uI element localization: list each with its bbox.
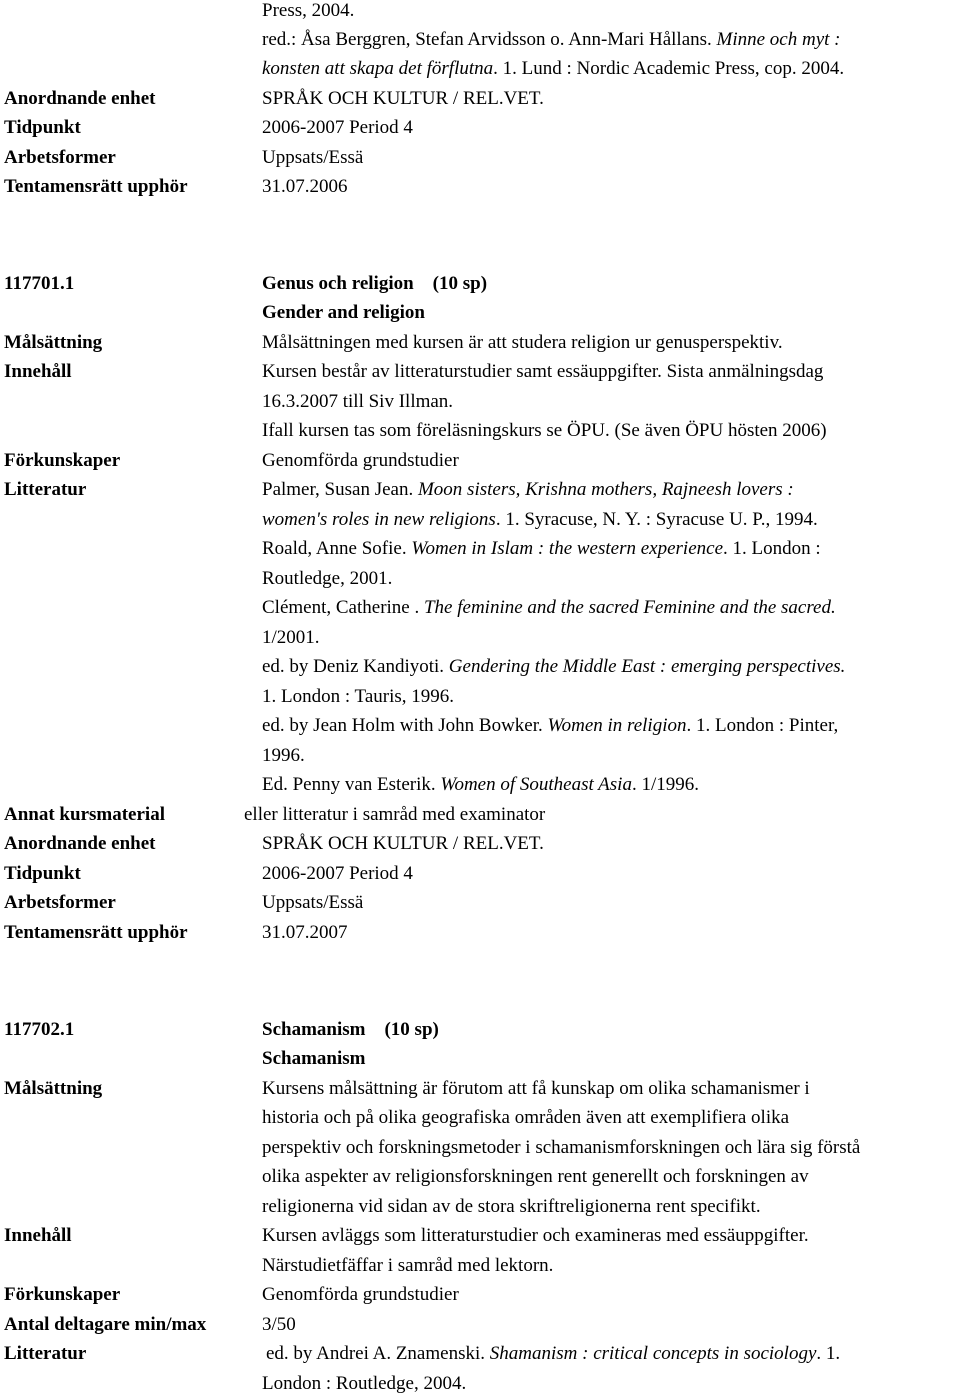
annat-row: Annat kursmaterial eller litteratur i samråd med examinator — [4, 804, 546, 825]
litteratur-row: Litteratur Palmer, Susan Jean. Moon sisters, Krishna mothers, Rajneesh lovers : — [4, 479, 794, 500]
litteratur-line: Routledge, 2001. — [262, 568, 393, 589]
antal-deltagare-row: Antal deltagare min/max 3/50 — [4, 1314, 296, 1335]
course-credits: (10 sp) — [432, 273, 488, 294]
malsattning-line: olika aspekter av religionsforskningen rent generellt och forskningen av — [262, 1166, 809, 1187]
litteratur-line: ed. by Deniz Kandiyoti. Gendering the Middle East : emerging perspectives. — [262, 656, 846, 677]
arbetsformer-row: Arbetsformer Uppsats/Essä — [4, 892, 364, 913]
tentamen-row: Tentamensrätt upphör 31.07.2006 — [4, 176, 348, 197]
course-title-en-row: Gender and religion — [262, 302, 425, 323]
litteratur-line: 1. London : Tauris, 1996. — [262, 686, 455, 707]
tidpunkt-row: Tidpunkt 2006-2007 Period 4 — [4, 117, 413, 138]
forkunskaper-row: Förkunskaper Genomförda grundstudier — [4, 450, 459, 471]
anordnande-row: Anordnande enhet SPRÅK OCH KULTUR / REL.VET. — [4, 833, 544, 854]
malsattning-line: perspektiv och forskningsmetoder i schamanismforskningen och lära sig förstå — [262, 1137, 861, 1158]
course-header: 117701.1 Genus och religion (10 sp) — [4, 273, 488, 294]
lit-continuation-line: konsten att skapa det förflutna. 1. Lund : Nordic Academic Press, cop. 2004. — [262, 58, 845, 79]
litteratur-line: London : Routledge, 2004. — [262, 1373, 467, 1394]
malsattning-row: Målsättning Kursens målsättning är förutom att få kunskap om olika schamanismer i — [4, 1078, 810, 1099]
course-title: Genus och religion — [262, 273, 414, 294]
arbetsformer-row: Arbetsformer Uppsats/Essä — [4, 147, 364, 168]
malsattning-line: historia och på olika geografiska områden även att exemplifiera olika — [262, 1107, 790, 1128]
litteratur-line: Clément, Catherine . The feminine and the sacred Feminine and the sacred. — [262, 597, 836, 618]
forkunskaper-row: Förkunskaper Genomförda grundstudier — [4, 1284, 459, 1305]
course-credits: (10 sp) — [384, 1019, 439, 1040]
tentamen-row: Tentamensrätt upphör 31.07.2007 — [4, 922, 348, 943]
innehall-row: Innehåll Kursen består av litteraturstudier samt essäuppgifter. Sista anmälningsdag — [4, 361, 824, 382]
innehall-line: 16.3.2007 till Siv Illman. — [262, 391, 454, 412]
innehall-line: Ifall kursen tas som föreläsningskurs se ÖPU. (Se även ÖPU hösten 2006) — [262, 420, 827, 441]
anordnande-row: Anordnande enhet SPRÅK OCH KULTUR / REL.VET. — [4, 88, 544, 109]
course-title: Schamanism — [262, 1019, 366, 1040]
litteratur-line: ed. by Jean Holm with John Bowker. Women in religion. 1. London : Pinter, — [262, 715, 839, 736]
litteratur-line: Ed. Penny van Esterik. Women of Southeast Asia. 1/1996. — [262, 774, 699, 795]
course-title-en-row: Schamanism — [262, 1048, 366, 1069]
litteratur-line: Roald, Anne Sofie. Women in Islam : the western experience. 1. London : — [262, 538, 821, 559]
litteratur-line: 1996. — [262, 745, 305, 766]
litteratur-line: women's roles in new religions. 1. Syracuse, N. Y. : Syracuse U. P., 1994. — [262, 509, 818, 530]
lit-continuation-line: red.: Åsa Berggren, Stefan Arvidsson o. Ann-Mari Hållans. Minne och myt : — [262, 29, 841, 50]
malsattning-line: religionerna vid sidan av de stora skriftreligionerna rent specifikt. — [262, 1196, 761, 1217]
innehall-line: Närstudietfäffar i samråd med lektorn. — [262, 1255, 554, 1276]
innehall-row: Innehåll Kursen avläggs som litteraturstudier och examineras med essäuppgifter. — [4, 1225, 809, 1246]
tidpunkt-row: Tidpunkt 2006-2007 Period 4 — [4, 863, 413, 884]
litteratur-row: Litteratur ed. by Andrei A. Znamenski. Shamanism : critical concepts in sociology. 1. — [4, 1343, 841, 1364]
malsattning-row: Målsättning Målsättningen med kursen är att studera religion ur genusperspektiv. — [4, 332, 783, 353]
lit-continuation-line: Press, 2004. — [262, 0, 355, 21]
course-header: 117702.1 Schamanism (10 sp) — [4, 1019, 439, 1040]
litteratur-line: 1/2001. — [262, 627, 320, 648]
